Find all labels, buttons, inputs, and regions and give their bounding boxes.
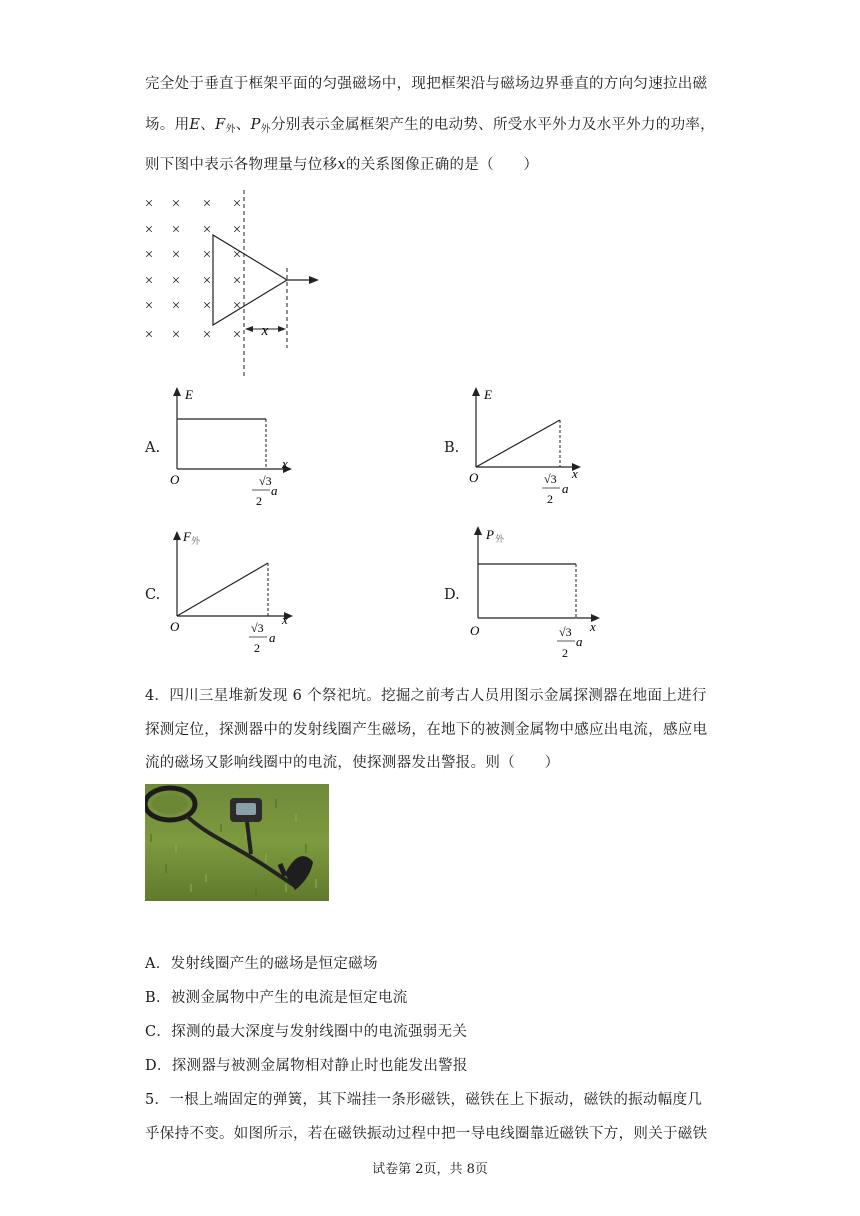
- q4-choice-b: B．被测金属物中产生的电流是恒定电流: [145, 990, 408, 1006]
- q4-text-line-2: 探测定位，探测器中的发射线圈产生磁场，在地下的被测金属物中感应出电流，感应电: [145, 722, 708, 738]
- field-cross-mark: ×: [144, 273, 154, 289]
- svg-text:√3: √3: [544, 472, 557, 486]
- option-b-label: B.: [444, 440, 460, 456]
- q4-choice-c: C．探测的最大深度与发射线圈中的电流强弱无关: [145, 1024, 468, 1040]
- svg-text:O: O: [170, 619, 180, 634]
- field-cross-mark: ×: [171, 298, 181, 314]
- svg-text:x: x: [282, 612, 288, 627]
- field-cross-mark: ×: [202, 222, 212, 238]
- field-cross-mark: ×: [144, 222, 154, 238]
- option-c-label: C.: [145, 587, 161, 603]
- svg-text:√3: √3: [251, 621, 264, 635]
- option-b-graph: [464, 383, 604, 513]
- svg-text:a: a: [562, 481, 569, 496]
- svg-text:外: 外: [191, 536, 201, 546]
- svg-text:√3: √3: [259, 474, 272, 488]
- svg-text:√3: √3: [559, 625, 572, 639]
- svg-text:O: O: [469, 470, 479, 485]
- field-cross-mark: ×: [232, 196, 242, 212]
- q4-text-line-3: 流的磁场又影响线圈中的电流，使探测器发出警报。则（ ）: [145, 755, 560, 771]
- field-cross-mark: ×: [232, 327, 242, 343]
- svg-text:2: 2: [256, 494, 262, 508]
- q4-choice-a: A．发射线圈产生的磁场是恒定磁场: [145, 956, 378, 972]
- field-cross-mark: ×: [232, 247, 242, 263]
- field-cross-mark: ×: [144, 298, 154, 314]
- field-cross-mark: ×: [144, 196, 154, 212]
- svg-text:a: a: [576, 634, 583, 649]
- field-cross-mark: ×: [171, 196, 181, 212]
- field-cross-mark: ×: [202, 298, 212, 314]
- field-cross-mark: ×: [232, 298, 242, 314]
- svg-text:E: E: [484, 387, 492, 402]
- q3-text-line-2: 场。用E、$F_外$、$P_外$分别表示金属框架产生的电动势、所受水平外力及水平外力的功率，: [145, 117, 715, 135]
- displacement-label: x: [261, 323, 269, 339]
- field-cross-mark: ×: [171, 273, 181, 289]
- q3-text-line-3: 则下图中表示各物理量与位移x的关系图像正确的是（ ）: [145, 157, 539, 173]
- option-a-label: A.: [145, 440, 161, 456]
- svg-text:x: x: [572, 466, 578, 481]
- metal-detector-photo: [145, 784, 329, 901]
- field-cross-mark: ×: [202, 196, 212, 212]
- svg-text:E: E: [185, 387, 193, 402]
- field-cross-mark: ×: [202, 327, 212, 343]
- svg-text:外: 外: [495, 534, 505, 544]
- svg-text:x: x: [282, 456, 288, 471]
- option-c-graph: [165, 525, 305, 665]
- option-d-graph: [464, 520, 609, 670]
- field-cross-mark: ×: [171, 327, 181, 343]
- field-cross-mark: ×: [144, 327, 154, 343]
- svg-text:P: P: [486, 527, 494, 542]
- svg-text:F: F: [183, 529, 191, 544]
- field-cross-mark: ×: [171, 247, 181, 263]
- svg-text:x: x: [590, 619, 596, 634]
- page-footer: 试卷第 2页，共 8页: [372, 1162, 488, 1177]
- q4-choice-d: D．探测器与被测金属物相对静止时也能发出警报: [145, 1058, 468, 1074]
- q5-text-line-1: 5．一根上端固定的弹簧，其下端挂一条形磁铁，磁铁在上下振动，磁铁的振动幅度几: [145, 1092, 703, 1108]
- svg-text:2: 2: [547, 492, 553, 506]
- svg-text:O: O: [470, 623, 480, 638]
- field-cross-mark: ×: [202, 273, 212, 289]
- field-cross-mark: ×: [232, 273, 242, 289]
- svg-text:2: 2: [562, 646, 568, 660]
- q3-text-line-1: 完全处于垂直于框架平面的匀强磁场中，现把框架沿与磁场边界垂直的方向匀速拉出磁: [145, 76, 708, 92]
- field-cross-mark: ×: [202, 247, 212, 263]
- option-d-label: D.: [444, 587, 460, 603]
- svg-text:a: a: [269, 630, 276, 645]
- svg-text:O: O: [170, 472, 180, 487]
- svg-text:a: a: [271, 483, 278, 498]
- svg-text:2: 2: [254, 641, 260, 655]
- magnetic-field-figure: [135, 188, 335, 378]
- q5-text-line-2: 乎保持不变。如图所示，若在磁铁振动过程中把一导电线圈靠近磁铁下方，则关于磁铁: [145, 1126, 708, 1142]
- field-cross-mark: ×: [144, 247, 154, 263]
- field-cross-mark: ×: [232, 222, 242, 238]
- option-a-graph: [165, 383, 305, 513]
- field-cross-mark: ×: [171, 222, 181, 238]
- q4-text-line-1: 4．四川三星堆新发现 6 个祭祀坑。挖掘之前考古人员用图示金属探测器在地面上进行: [145, 688, 707, 704]
